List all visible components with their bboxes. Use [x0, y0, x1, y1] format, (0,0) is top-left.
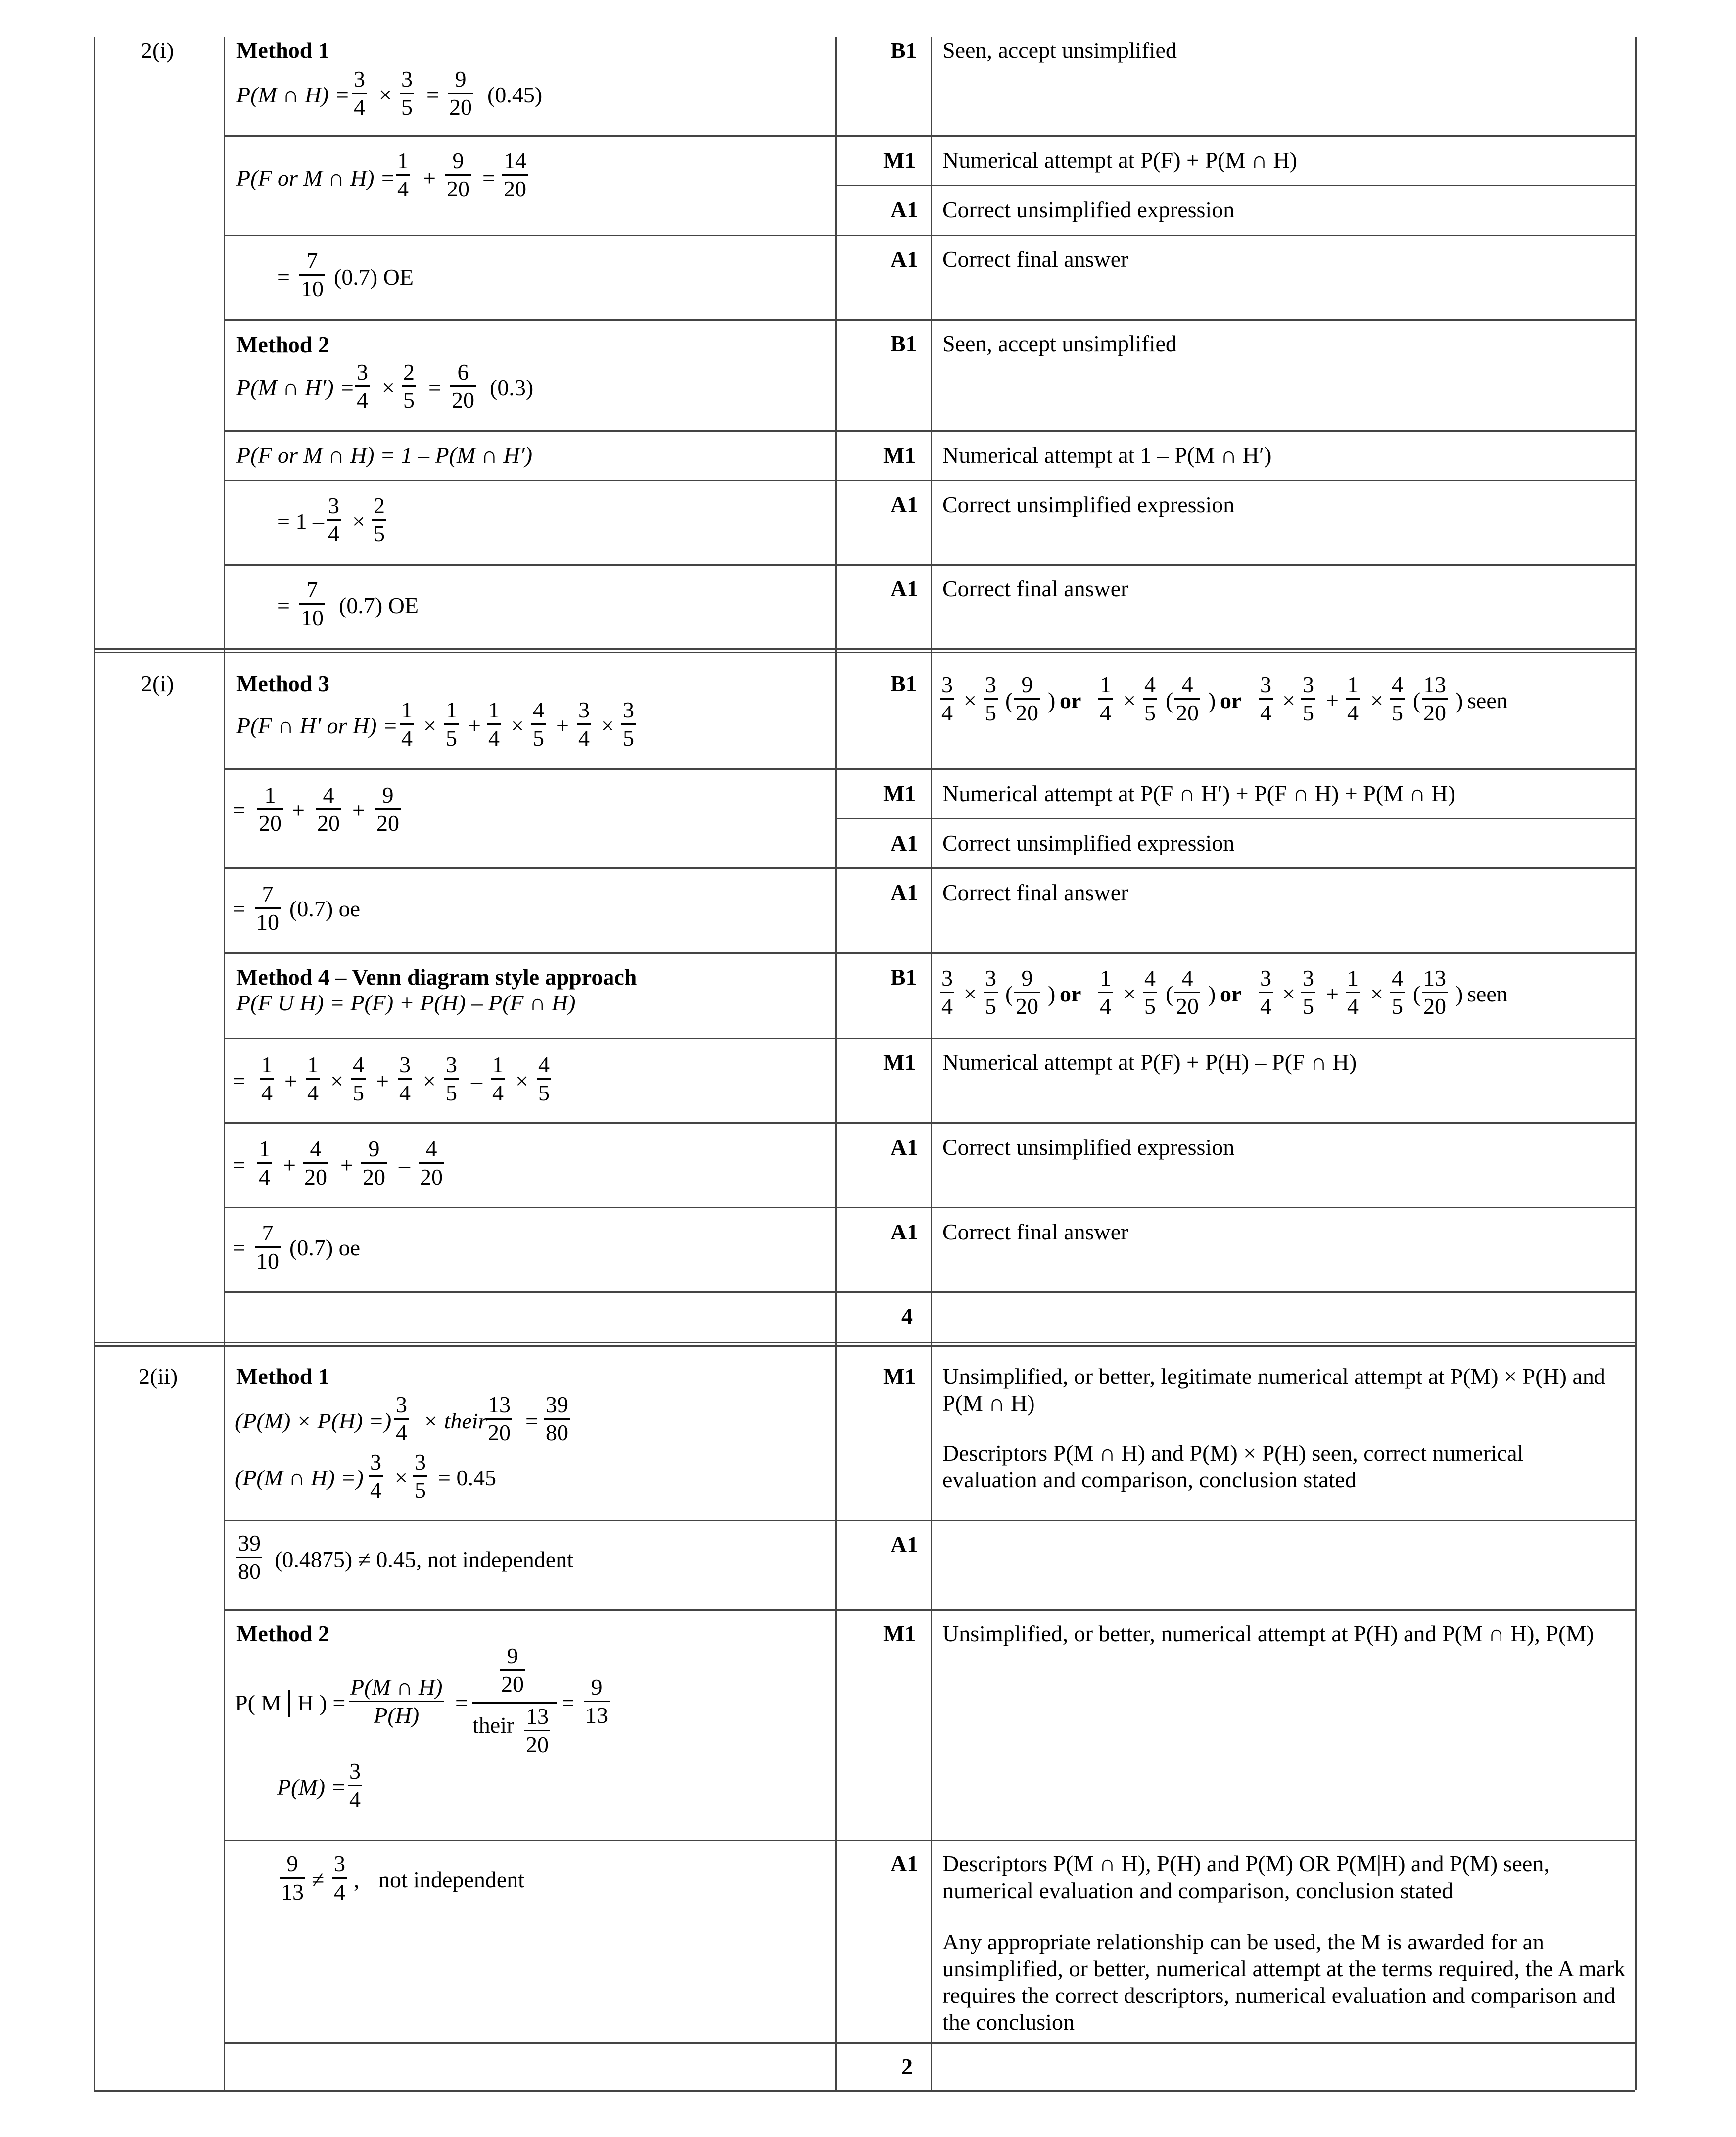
fraction: $\frac{7}{10}$: [299, 576, 325, 631]
fraction: $\frac{4}{5}$: [537, 1051, 551, 1106]
mark-code: M1: [883, 442, 916, 468]
equals-operator: =: [233, 1235, 245, 1260]
fraction: $\frac{3}{4}$: [577, 697, 591, 752]
row-line: [224, 1609, 1635, 1611]
final-answer-text: (0.7) OE: [339, 593, 419, 618]
mark-code: M1: [883, 1049, 916, 1075]
method-heading: Method 1: [236, 1364, 329, 1389]
equals-operator: =: [562, 1690, 574, 1715]
fraction: $\frac{7}{10}$: [255, 881, 281, 936]
nested-fraction: $\frac{9}{20}$ their $\frac{13}{20}$: [472, 1643, 557, 1761]
fraction: $\frac{3}{4}$: [332, 1851, 347, 1905]
row-line: [224, 768, 1635, 770]
fraction: $\frac{P(M \cap H)}{P(H)}$: [349, 1674, 444, 1729]
row-line: [835, 818, 1635, 819]
their-label: × their: [423, 1408, 487, 1433]
mark-code: M1: [883, 781, 916, 806]
mark-code: A1: [891, 1851, 919, 1876]
decimal-value: (0.45): [487, 82, 543, 107]
fraction: $\frac{9}{13}$: [584, 1674, 610, 1729]
fraction: $\frac{7}{10}$: [299, 247, 325, 302]
mark-code: B1: [891, 38, 917, 63]
expression-lhs: P( M│H ) =: [235, 1690, 346, 1715]
equals-operator: =: [426, 82, 439, 107]
decimal-value: (0.3): [490, 375, 534, 400]
table-border-bottom: [94, 2090, 1635, 2092]
times-operator: ×: [382, 375, 395, 400]
expression-lhs: P(F ∩ H′ or H) =: [236, 713, 398, 738]
equals-operator: =: [482, 165, 495, 190]
mark-code: A1: [891, 576, 919, 601]
expression-lhs: (P(M) × P(H) =): [235, 1408, 392, 1433]
column-divider-marks: [931, 37, 932, 2090]
times-operator: ×: [516, 1068, 528, 1093]
mark-code: B1: [891, 671, 917, 696]
guidance-text: Numerical attempt at P(F) + P(M ∩ H): [942, 147, 1298, 173]
row-line: [224, 235, 1635, 236]
plus-operator: +: [352, 798, 365, 823]
method-heading: Method 2: [236, 332, 329, 357]
mark-code: M1: [883, 147, 916, 173]
method-heading: Method 2: [236, 1621, 329, 1646]
guidance-text: Correct final answer: [942, 1219, 1128, 1244]
fraction: $\frac{3}{4}$: [348, 1758, 362, 1813]
mark-code: M1: [883, 1621, 916, 1646]
row-line: [224, 1207, 1635, 1208]
equals-operator: =: [428, 375, 441, 400]
fraction: $\frac{3}{4}$: [394, 1391, 409, 1446]
fraction: $\frac{1}{4}$: [487, 697, 501, 752]
guidance-text: Correct unsimplified expression: [942, 197, 1235, 222]
expression-lhs: P(M) =: [277, 1774, 346, 1800]
plus-operator: +: [376, 1068, 389, 1093]
fraction: $\frac{7}{10}$: [255, 1220, 281, 1275]
guidance-text: Descriptors P(M ∩ H), P(H) and P(M) OR P(M|H) and P(M) seen, numerical evaluation and comparison, conclusion stated: [942, 1851, 1549, 1903]
plus-operator: +: [340, 1152, 353, 1178]
fraction: $\frac{1}{4}$: [491, 1051, 505, 1106]
times-operator: ×: [423, 1068, 436, 1093]
equals-operator: =: [525, 1408, 538, 1433]
table-border-left: [94, 37, 95, 2090]
fraction: $\frac{3}{4}$: [327, 492, 341, 547]
times-operator: ×: [511, 713, 524, 738]
row-line: [224, 135, 1635, 137]
guidance-text: Unsimplified, or better, legitimate numerical attempt at P(M) × P(H) and P(M ∩ H): [942, 1364, 1605, 1416]
guidance-text: Numerical attempt at P(F) + P(H) – P(F ∩ H): [942, 1049, 1357, 1075]
comma: ,: [354, 1867, 360, 1892]
mark-code: A1: [891, 880, 919, 905]
mark-code: A1: [891, 246, 919, 272]
method-heading: Method 3: [236, 671, 329, 696]
plus-operator: +: [423, 165, 436, 190]
row-line: [224, 480, 1635, 481]
expression-lhs: P(M ∩ H) =: [236, 82, 350, 107]
mark-code: B1: [891, 964, 917, 990]
not-equal-operator: ≠: [312, 1867, 325, 1892]
times-operator: ×: [601, 713, 614, 738]
fraction: $\frac{1}{4}$: [396, 147, 410, 202]
fraction: $\frac{4}{20}$: [303, 1136, 328, 1190]
column-divider-answer: [835, 37, 837, 2090]
times-operator: ×: [379, 82, 392, 107]
fraction: $\frac{3}{4}$: [369, 1449, 383, 1504]
minus-operator: –: [399, 1152, 410, 1178]
fraction: $\frac{2}{5}$: [372, 492, 386, 547]
fraction: $\frac{3}{4}$: [398, 1051, 412, 1106]
fraction: $\frac{1}{4}$: [257, 1136, 272, 1190]
section-divider: [94, 648, 1635, 653]
fraction: $\frac{39}{80}$: [544, 1391, 570, 1446]
expression-lhs: (P(M ∩ H) =): [235, 1465, 364, 1490]
fraction: $\frac{14}{20}$: [502, 147, 528, 202]
fraction: $\frac{13}{20}$: [486, 1391, 512, 1446]
fraction: $\frac{1}{4}$: [260, 1051, 274, 1106]
times-operator: ×: [423, 713, 436, 738]
question-number: 2(i): [141, 671, 174, 696]
row-line: [224, 867, 1635, 869]
fraction: $\frac{3}{4}$: [352, 66, 367, 121]
formula-line: P(F U H) = P(F) + P(H) – P(F ∩ H): [236, 990, 576, 1015]
total-marks: 4: [901, 1303, 913, 1329]
guidance-text: Correct unsimplified expression: [942, 1135, 1235, 1160]
row-line: [224, 430, 1635, 432]
equals-operator: =: [233, 896, 245, 921]
fraction: $\frac{9}{13}$: [280, 1851, 305, 1905]
fraction: $\frac{39}{80}$: [236, 1530, 262, 1585]
guidance-text: Correct final answer: [942, 576, 1128, 601]
row-line: [224, 1840, 1635, 1841]
row-line: [224, 952, 1635, 954]
total-marks: 2: [901, 2054, 913, 2079]
method-heading: Method 1: [236, 38, 329, 63]
fraction: $\frac{4}{5}$: [351, 1051, 366, 1106]
fraction: $\frac{3}{4}$: [355, 359, 370, 414]
equals-operator: =: [277, 593, 290, 618]
plus-operator: +: [468, 713, 481, 738]
guidance-text: Seen, accept unsimplified: [942, 38, 1177, 63]
guidance-text: Unsimplified, or better, numerical attempt at P(H) and P(M ∩ H), P(M): [942, 1621, 1594, 1646]
row-line: [224, 1520, 1635, 1521]
row-line: [224, 1291, 1635, 1293]
equals-operator: =: [233, 1068, 245, 1093]
guidance-text: Descriptors P(M ∩ H) and P(M) × P(H) seen, correct numerical evaluation and comparison, conclusion stated: [942, 1440, 1524, 1492]
row-line: [224, 564, 1635, 566]
expression-lhs: P(F or M ∩ H) =: [236, 165, 396, 190]
mark-code: A1: [891, 1135, 919, 1160]
times-operator: ×: [352, 509, 365, 534]
fraction: $\frac{3}{5}$: [400, 66, 414, 121]
mark-code: A1: [891, 1219, 919, 1244]
fraction: $\frac{4}{20}$: [316, 782, 341, 837]
final-answer-text: (0.7) OE: [334, 264, 414, 289]
final-answer-text: (0.7) oe: [289, 896, 361, 921]
expression-lhs: = 1 –: [277, 509, 324, 534]
plus-operator: +: [283, 1152, 296, 1178]
fraction: $\frac{4}{5}$: [531, 697, 546, 752]
equals-operator: =: [233, 1152, 245, 1178]
row-line: [224, 2042, 1635, 2044]
times-operator: ×: [330, 1068, 343, 1093]
question-number: 2(ii): [139, 1364, 178, 1389]
fraction: $\frac{1}{4}$: [400, 697, 414, 752]
fraction: $\frac{6}{20}$: [450, 359, 476, 414]
fraction: $\frac{1}{4}$: [306, 1051, 320, 1106]
fraction: $\frac{3}{5}$: [444, 1051, 459, 1106]
equals-operator: =: [277, 264, 290, 289]
mark-code: A1: [891, 197, 919, 222]
final-answer-text: (0.7) oe: [289, 1235, 361, 1260]
fraction: $\frac{1}{20}$: [257, 782, 283, 837]
mark-code: A1: [891, 1532, 919, 1557]
fraction: $\frac{1}{5}$: [444, 697, 459, 752]
guidance-text: Correct unsimplified expression: [942, 492, 1235, 517]
decimal-value: = 0.45: [438, 1465, 496, 1490]
column-divider-question: [224, 37, 225, 2090]
conclusion-text: (0.4875) ≠ 0.45, not independent: [275, 1547, 573, 1572]
mark-code: A1: [891, 492, 919, 517]
times-operator: ×: [395, 1465, 408, 1490]
guidance-text: Correct final answer: [942, 246, 1128, 272]
plus-operator: +: [556, 713, 569, 738]
fraction: $\frac{2}{5}$: [402, 359, 416, 414]
fraction: $\frac{9}{20}$: [361, 1136, 387, 1190]
plus-operator: +: [284, 1068, 297, 1093]
expression-lhs: P(M ∩ H′) =: [236, 375, 355, 400]
guidance-text: Numerical attempt at 1 – P(M ∩ H′): [942, 442, 1272, 468]
fraction: $\frac{9}{20}$: [448, 66, 473, 121]
minus-operator: –: [471, 1068, 482, 1093]
method-heading: Method 4 – Venn diagram style approach: [236, 964, 637, 990]
row-line: [835, 185, 1635, 186]
plus-operator: +: [292, 798, 305, 823]
guidance-text: Seen, accept unsimplified: [942, 331, 1177, 356]
row-line: [224, 319, 1635, 321]
guidance-text: Correct unsimplified expression: [942, 830, 1235, 855]
table-border-right: [1635, 37, 1637, 2090]
question-number: 2(i): [141, 38, 174, 63]
guidance-text: Correct final answer: [942, 880, 1128, 905]
fraction: $\frac{9}{20}$: [375, 782, 401, 837]
equals-operator: =: [233, 798, 245, 823]
row-line: [224, 1122, 1635, 1124]
fraction: $\frac{4}{20}$: [419, 1136, 444, 1190]
mark-code: A1: [891, 830, 919, 855]
conclusion-text: not independent: [378, 1867, 525, 1892]
fraction: $\frac{3}{5}$: [621, 697, 636, 752]
guidance-text: Numerical attempt at P(F ∩ H′) + P(F ∩ H) + P(M ∩ H): [942, 781, 1455, 806]
fraction: $\frac{9}{20}$: [445, 147, 471, 202]
expression-line: P(F or M ∩ H) = 1 – P(M ∩ H′): [236, 442, 533, 468]
b1-seen-expression: $\frac{3}{4}$ × $\frac{3}{5}$ ( $\frac{9}{20}$ ) or $\frac{1}{4}$ × $\frac{4}{5}$ ( $\frac{4}{20}$ ) or $\frac{3}{4}$ × $\frac{3}{5}$ + $\frac{1}{4}$ × $\frac{4}{5}$ ( $\frac{13}{20}$ ) seen: [940, 965, 1633, 1019]
row-line: [224, 1038, 1635, 1039]
mark-code: M1: [883, 1364, 916, 1389]
guidance-text: Any appropriate relationship can be used, the M is awarded for an unsimplified, or better, numerical attempt at the terms required, the A mark requires the correct descriptors, numerical evaluation and comparison and the conclusion: [942, 1929, 1626, 2035]
mark-code: B1: [891, 331, 917, 356]
equals-operator: =: [455, 1690, 468, 1715]
fraction: $\frac{3}{5}$: [413, 1449, 427, 1504]
b1-seen-expression: $\frac{3}{4}$ × $\frac{3}{5}$ ( $\frac{9}{20}$ ) or $\frac{1}{4}$ × $\frac{4}{5}$ ( $\frac{4}{20}$ ) or $\frac{3}{4}$ × $\frac{3}{5}$ + $\frac{1}{4}$ × $\frac{4}{5}$ ( $\frac{13}{20}$ ) seen: [940, 671, 1633, 726]
section-divider: [94, 1342, 1635, 1347]
